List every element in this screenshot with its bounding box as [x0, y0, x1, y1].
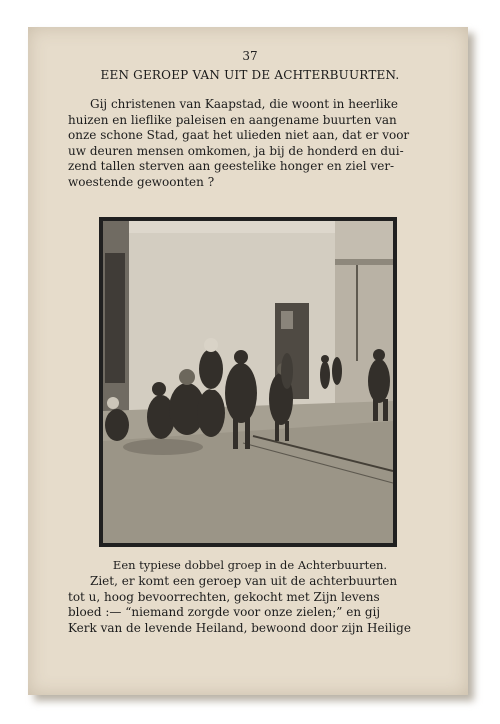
paragraph-1-line: Gij christenen van Kaapstad, die woont in heerlike	[90, 97, 398, 111]
paragraph-1-line: woestende gewoonten ?	[68, 174, 215, 189]
paragraph-2-line: bloed :— “niemand zorgde voor onze zielen;” en gij	[68, 605, 381, 619]
page-number: 37	[242, 49, 258, 63]
paragraph-1-line: huizen en lieflike paleisen en aangename buurten van	[68, 112, 397, 127]
paragraph-1-line: onze schone Stad, gaat het ulieden niet aan, dat er voor	[68, 128, 410, 142]
photo-illustration	[103, 221, 393, 543]
page-heading: EEN GEROEP VAN UIT DE ACHTERBUURTEN.	[100, 68, 400, 82]
paragraph-2-line: Ziet, er komt een geroep van uit de achterbuurten	[90, 574, 398, 588]
photo-caption: Een typiese dobbel groep in de Achterbuurten.	[112, 558, 388, 572]
paragraph-1-line: uw deuren mensen omkomen, ja bij de honderd en dui-	[68, 143, 404, 158]
paragraph-1	[68, 97, 413, 190]
paragraph-2-line: Kerk van de levende Heiland, bewoond door zijn Heilige	[68, 620, 411, 635]
paragraph-2-line: tot u, hoog bevoorrechten, gekocht met Zijn levens	[68, 589, 380, 604]
street-photograph	[103, 221, 393, 543]
paragraph-1-line: zend tallen sterven aan geestelike honger en ziel ver-	[68, 159, 395, 173]
paragraph-2	[68, 574, 413, 636]
